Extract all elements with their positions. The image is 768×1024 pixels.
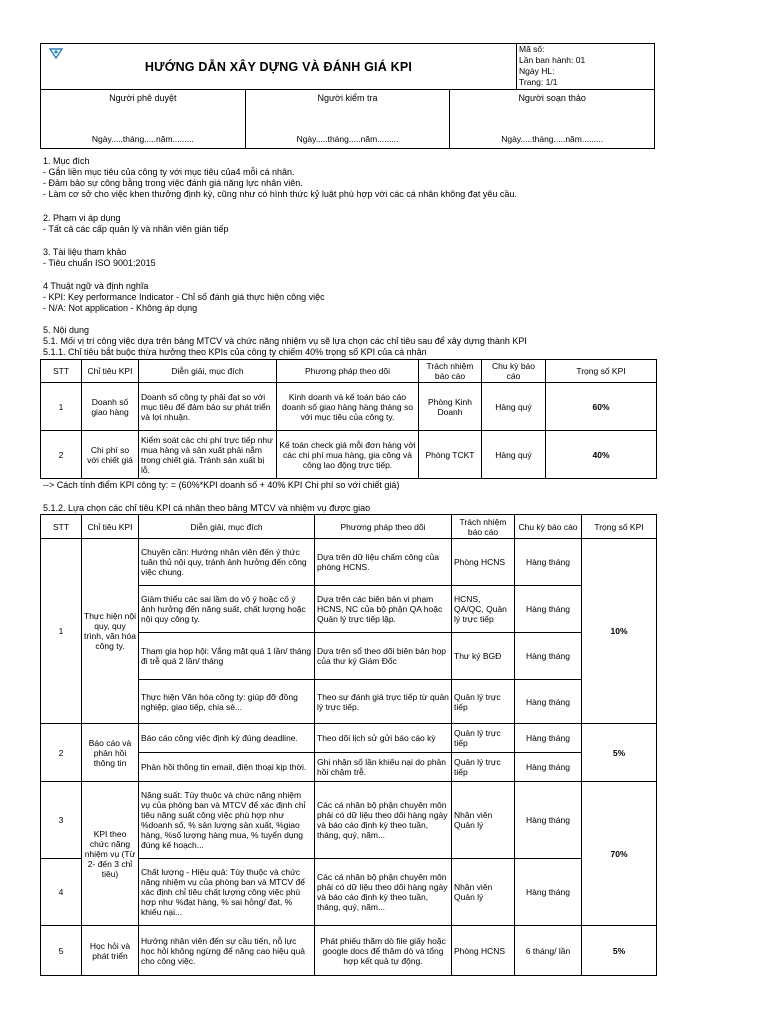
table-row [41, 926, 657, 976]
section-line: - KPI: Key performance Indicator - Chỉ số đánh giá thực hiện công việc [43, 292, 325, 302]
cell-stt: 3 [41, 782, 82, 859]
approver-role: Người phê duyệt [109, 93, 177, 103]
col-header: Phương pháp theo dõi [277, 360, 419, 383]
cell-resp: Quản lý trực tiếp [452, 680, 515, 724]
kpi-table-mandatory [40, 359, 657, 479]
meta-code: Mã số: [519, 44, 545, 54]
cell-weight: 5% [582, 724, 657, 782]
col-header: Trách nhiệm báo cáo [452, 515, 515, 539]
approval-block [40, 89, 655, 149]
cell-desc: Tham gia họp hội: Vắng mặt quá 1 lần/ tháng đi trễ quá 2 lần/ tháng [139, 633, 315, 680]
col-header: Chu kỳ báo cáo [482, 360, 546, 383]
cell-method: Các cá nhân bộ phận chuyên môn phải có dữ liệu theo dõi hàng ngày và báo cáo định kỳ theo tuần, tháng, quý, năm... [315, 782, 452, 859]
cell-desc: Chuyên cần: Hướng nhân viên đến ý thức tuân thủ nội quy, tránh ảnh hưởng đến công việc chung. [139, 539, 315, 586]
cell-resp: Nhân viên Quản lý [452, 782, 515, 859]
cell-method: Kinh doanh và kế toán báo cáo doanh số giao hàng hàng tháng so với mục tiêu của công ty. [277, 383, 419, 431]
section-1 [43, 156, 517, 200]
approver-date: Ngày.....tháng.....năm......... [91, 134, 194, 144]
cell-stt: 5 [41, 926, 82, 976]
author-role: Người soạn thảo [518, 93, 586, 103]
author-date: Ngày.....tháng.....năm......... [501, 134, 604, 144]
section-4 [43, 281, 325, 314]
document-header [40, 43, 655, 90]
cell-cycle: Hàng tháng [515, 539, 582, 586]
cell-desc: Năng suất: Tùy thuộc và chức năng nhiệm vụ của phòng ban và MTCV để xác định chỉ tiêu năng suất công việc phù hợp như %doanh số, % sản lượng sản xuất, %giao hàng, %số lượng hàng mua, % tuyển dụng đúng kế hoạch... [139, 782, 315, 859]
cell-cycle: Hàng quý [482, 431, 546, 479]
cell-stt: 1 [41, 539, 82, 724]
section-3 [43, 247, 156, 269]
cell-cycle: Hàng tháng [515, 859, 582, 926]
cell-stt: 1 [41, 383, 82, 431]
cell-desc: Báo cáo công việc định kỳ đúng deadline. [139, 724, 315, 753]
cell-resp: Quản lý trực tiếp [452, 753, 515, 782]
cell-method: Theo sự đánh giá trực tiếp từ quản lý trực tiếp. [315, 680, 452, 724]
col-header: STT [41, 360, 82, 383]
cell-kpi: Chi phí so với chiết giá [82, 431, 139, 479]
checker-date: Ngày.....tháng.....năm......... [296, 134, 399, 144]
cell-desc: Chất lượng - Hiệu quả: Tùy thuộc và chức năng nhiệm vụ của phòng ban và MTCV để xác định chỉ tiêu chất lượng công việc phù hợp như %đạt hàng, % sai hỏng/ đạt, % khiếu nại... [139, 859, 315, 926]
col-header: Trọng số KPI [582, 515, 657, 539]
cell-method: Các cá nhân bộ phận chuyên môn phải có dữ liệu theo dõi hàng ngày và báo cáo định kỳ theo tuần, tháng, quý, năm... [315, 859, 452, 926]
col-header: Diễn giải, mục đích [139, 515, 315, 539]
cell-resp: Phòng Kinh Doanh [419, 383, 482, 431]
section-title: 2. Phạm vi áp dụng [43, 213, 121, 223]
cell-weight: 5% [582, 926, 657, 976]
meta-effective-date: Ngày HL: [519, 66, 555, 76]
col-header: Diễn giải, mục đích [139, 360, 277, 383]
cell-resp: Nhân viên Quản lý [452, 859, 515, 926]
table-header-row [41, 515, 657, 539]
section-line: - Đảm bảo sự công bằng trong việc đánh giá năng lực nhân viên. [43, 178, 303, 188]
cell-kpi: KPI theo chức năng nhiệm vụ (Từ 2- đến 3 chỉ tiêu) [82, 782, 139, 926]
table-row [41, 431, 657, 479]
cell-weight: 10% [582, 539, 657, 724]
cell-stt: 2 [41, 431, 82, 479]
col-header: Chu kỳ báo cáo [515, 515, 582, 539]
cell-cycle: Hàng tháng [515, 633, 582, 680]
cell-weight: 60% [546, 383, 657, 431]
cell-resp: Phòng HCNS [452, 539, 515, 586]
cell-kpi: Thực hiện nội quy, quy trình, văn hóa công ty. [82, 539, 139, 724]
table-row [41, 539, 657, 586]
table-row [41, 383, 657, 431]
cell-method: Phát phiếu thăm dò file giấy hoặc google docs để thăm dò và tổng hợp kết quả tự động. [315, 926, 452, 976]
cell-cycle: 6 tháng/ lần [515, 926, 582, 976]
cell-weight: 70% [582, 782, 657, 926]
cell-method: Dựa trên dữ liệu chấm công của phòng HCNS. [315, 539, 452, 586]
section-5 [43, 325, 527, 358]
section-line: 5.1. Mối vị trí công việc dựa trên bảng MTCV và chức năng nhiệm vụ sẽ lựa chọn các chỉ tiêu sau để xây dựng thành KPI [43, 336, 527, 346]
table-row [41, 724, 657, 753]
cell-method: Dựa trên sổ theo dõi biên bản họp của thư ký Giám Đốc [315, 633, 452, 680]
cell-cycle: Hàng tháng [515, 680, 582, 724]
col-header: Chỉ tiêu KPI [82, 515, 139, 539]
section-5-1-2: 5.1.2. Lựa chọn các chỉ tiêu KPI cá nhân theo bảng MTCV và nhiệm vụ được giao [43, 503, 371, 513]
cell-method: Ghi nhận số lần khiếu nại do phản hồi chậm trễ. [315, 753, 452, 782]
section-line: - Tiêu chuẩn ISO 9001:2015 [43, 258, 156, 268]
section-title: 3. Tài liệu tham khảo [43, 247, 127, 257]
table-row [41, 782, 657, 859]
checker-role: Người kiểm tra [317, 93, 378, 103]
cell-weight: 40% [546, 431, 657, 479]
col-header: Phương pháp theo dõi [315, 515, 452, 539]
col-header: STT [41, 515, 82, 539]
section-line: 5.1.1. Chỉ tiêu bắt buộc thừa hưởng theo KPIs của công ty chiếm 40% trọng số KPI của cá nhân [43, 347, 427, 357]
cell-desc: Phản hồi thông tin email, điện thoại kịp thời. [139, 753, 315, 782]
section-title: 1. Mục đích [43, 156, 90, 166]
cell-resp: Phòng HCNS [452, 926, 515, 976]
formula-note: --> Cách tính điểm KPI công ty: = (60%*KPI doanh số + 40% KPI Chi phí so với chiết giá) [43, 480, 400, 490]
kpi-table-individual [40, 514, 657, 976]
section-title: 5. Nội dung [43, 325, 90, 335]
cell-desc: Kiểm soát các chi phí trực tiếp như mua hàng và sản xuất phải nằm trong chiết giá. Tránh sản xuất bị lỗ. [139, 431, 277, 479]
col-header: Chỉ tiêu KPI [82, 360, 139, 383]
section-line: - Gắn liền mục tiêu của công ty với mục tiêu của4 mỗi cá nhân. [43, 167, 295, 177]
checker-cell [246, 90, 451, 148]
cell-cycle: Hàng tháng [515, 753, 582, 782]
section-line: - Tất cả các cấp quản lý và nhân viên gián tiếp [43, 224, 229, 234]
section-line: - Làm cơ sở cho việc khen thưởng định kỳ, cũng như có hình thức kỷ luật phù hợp với các cá nhân không đạt yêu cầu. [43, 189, 517, 199]
cell-method: Theo dõi lịch sử gửi báo cáo kỳ [315, 724, 452, 753]
cell-cycle: Hàng tháng [515, 724, 582, 753]
cell-desc: Thực hiện Văn hóa công ty: giúp đỡ đồng nghiệp, giao tiếp, chia sẻ... [139, 680, 315, 724]
section-line: - N/A: Not application - Không áp dụng [43, 303, 198, 313]
cell-resp: Quản lý trực tiếp [452, 724, 515, 753]
author-cell [450, 90, 654, 148]
cell-resp: Phòng TCKT [419, 431, 482, 479]
section-title: 4 Thuật ngữ và định nghĩa [43, 281, 149, 291]
cell-desc: Giảm thiểu các sai lầm do vô ý hoặc cố ý ảnh hưởng đến năng suất, chất lượng hoặc nội quy công ty. [139, 586, 315, 633]
cell-method: Kế toán check giá mỗi đơn hàng với các chi phí mua hàng, gia công và công lao động trực tiếp. [277, 431, 419, 479]
meta-page: Trang: 1/1 [519, 77, 558, 87]
cell-desc: Hướng nhân viên đến sự cầu tiến, nỗ lực học hỏi không ngừng để nâng cao hiệu quả cho công việc. [139, 926, 315, 976]
cell-desc: Doanh số công ty phải đạt so với mục tiêu để đảm bảo sự phát triển và lợi nhuận. [139, 383, 277, 431]
meta-issue: Lần ban hành: 01 [519, 55, 586, 65]
cell-stt: 2 [41, 724, 82, 782]
document-title: HƯỚNG DẪN XÂY DỰNG VÀ ĐÁNH GIÁ KPI [144, 59, 413, 74]
cell-stt: 4 [41, 859, 82, 926]
table-header-row [41, 360, 657, 383]
section-2 [43, 213, 228, 235]
col-header: Trọng số KPI [546, 360, 657, 383]
col-header: Trách nhiệm báo cáo [419, 360, 482, 383]
cell-method: Dựa trên các biên bản vi phạm HCNS, NC của bộ phận QA hoặc Quản lý trực tiếp lập. [315, 586, 452, 633]
cell-cycle: Hàng tháng [515, 586, 582, 633]
cell-resp: Thư ký BGĐ [452, 633, 515, 680]
cell-resp: HCNS, QA/QC, Quản lý trực tiếp [452, 586, 515, 633]
cell-cycle: Hàng tháng [515, 782, 582, 859]
cell-kpi: Doanh số giao hàng [82, 383, 139, 431]
cell-cycle: Hàng quý [482, 383, 546, 431]
cell-kpi: Học hỏi và phát triển [82, 926, 139, 976]
approver-cell [41, 90, 246, 148]
cell-kpi: Báo cáo và phản hồi thông tin [82, 724, 139, 782]
document-meta [516, 44, 654, 89]
